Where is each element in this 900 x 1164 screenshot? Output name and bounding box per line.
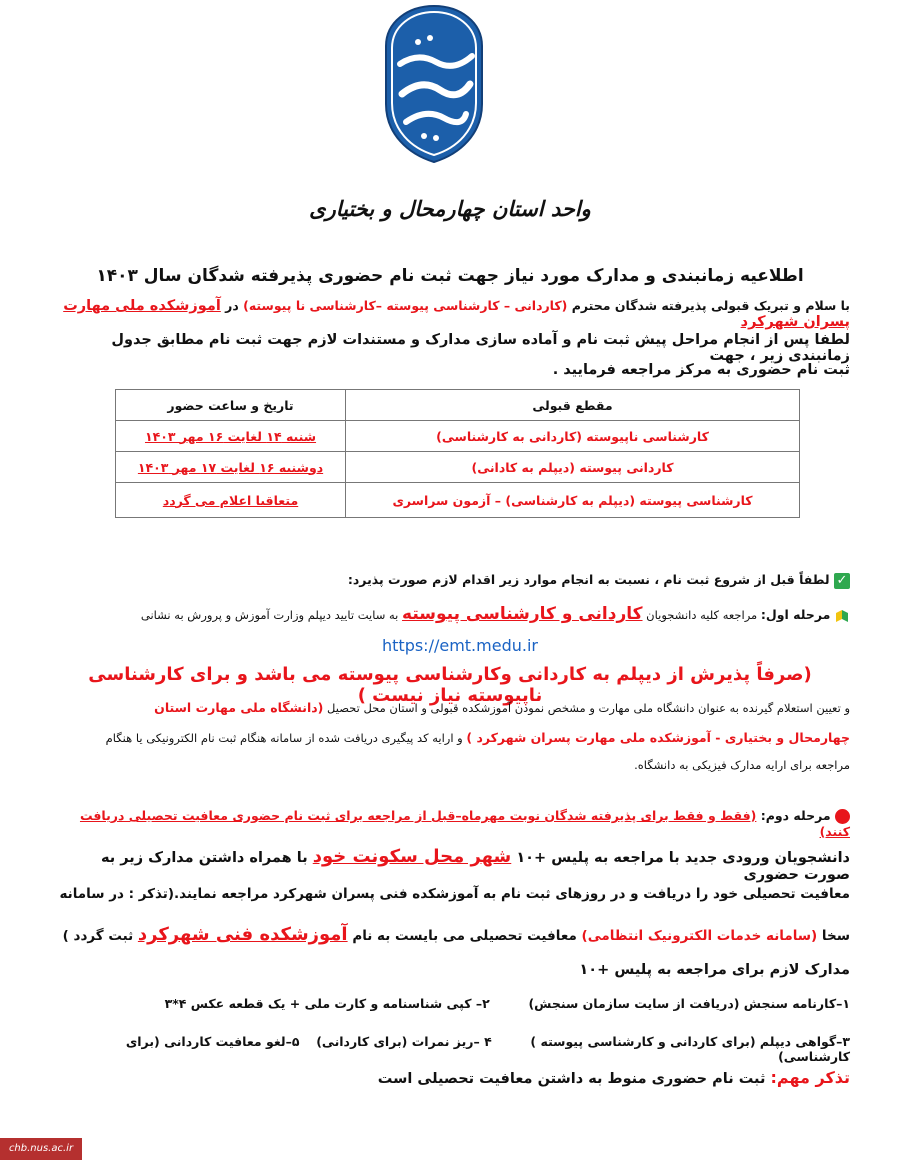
intro-levels: (کاردانی – کارشناسی پیوسته –کارشناسی نا پیوسته) [243,298,568,313]
step1-text-a: مراجعه کلیه دانشجویان [646,608,758,622]
table-row [116,483,800,518]
intro-line-1 [50,298,850,330]
step1-line [50,604,850,624]
doc-item-4: ۴ –ریز نمرات (برای کاردانی) [316,1034,492,1049]
intro-line-3: ثبت نام حضوری به مرکز مراجعه فرمایید . [552,362,850,378]
table-row [116,452,800,483]
before-start-text: لطفاً قبل از شروع ثبت نام ، نسبت به انجام موارد زیر اقدام لازم صورت پذیرد: [347,572,830,587]
intro-institute: آموزشکده ملی مهارت پسران شهرکرد [63,298,850,330]
step2-p3-system: (سامانه خدمات الکترونیک انتظامی) [581,928,818,944]
step1-label: مرحله اول: [760,607,831,622]
documents-title: مدارک لازم برای مراجعه به پلیس +۱۰ [579,962,850,978]
step2-p1-text-a: دانشجویان ورودی جدید با مراجعه به پلیس +۱۰ [516,850,850,866]
step2-p1-highlight: شهر محل سکونت خود [312,846,512,867]
step1-highlight: کاردانی و کارشناسی پیوسته [402,604,643,624]
doc-item-3: ۳–گواهی دیپلم (برای کاردانی و کارشناسی پیوسته ) [530,1034,850,1049]
row-date: شنبه ۱۴ لغایت ۱۶ مهر ۱۴۰۳ [116,421,346,452]
important-label: تذکر مهم: [770,1068,850,1087]
documents-row-2 [50,1034,850,1064]
doc-item-5: ۵–لغو معافیت کاردانی (برای کارشناسی) [125,1034,850,1064]
step1-text-c: به سایت تایید دیپلم وزارت آموزش و پرورش به نشانی [140,608,399,622]
doc-item-1: ۱–کارنامه سنجش (دریافت از سایت سازمان سنجش) [528,996,850,1011]
step1-p2-text: و ارایه کد پیگیری دریافت شده از سامانه هنگام ثبت نام الکترونیکی یا هنگام [105,731,463,745]
intro-greeting: با سلام و تبریک قبولی پذیرفته شدگان محترم [571,298,850,313]
intro-line-2: لطفا پس از انجام مراحل پیش ثبت نام و آماده سازی مدارک و مستندات لازم جهت ثبت نام مطابق جدول زمانبندی زیر ، جهت [111,332,850,364]
step2-p1-text-c: با همراه داشتن مدارک زیر به صورت حضوری [101,850,850,883]
intro-in: در [225,298,239,313]
diploma-site-link[interactable]: https://emt.medu.ir [382,636,538,655]
table-row [116,421,800,452]
before-start-line [50,572,850,589]
table-header-row [116,390,800,421]
checkmark-icon: ✓ [834,573,850,589]
step1-note: (صرفاً پذیرش از دیپلم به کاردانی وکارشناسی پیوسته می باشد و برای کارشناسی ناپیوسته نیاز نیست ) [88,664,812,706]
row-level: کاردانی پیوسته (دیپلم به کادانی) [346,452,800,483]
notice-title: اطلاعیه زمانبندی و مدارک مورد نیاز جهت ثبت نام حضوری پذیرفته شدگان سال ۱۴۰۳ [96,266,804,286]
step2-line [50,808,850,839]
row-level: کارشناسی پیوسته (دیپلم به کارشناسی) – آزمون سراسری [346,483,800,518]
step1-paragraph-2 [50,730,850,745]
schedule-table [115,389,800,518]
step2-paragraph-2: معافیت تحصیلی خود را دریافت و در روزهای ثبت نام به آموزشکده فنی پسران شهرکرد مراجعه نمایند.(تذکر : در سامانه [59,886,850,902]
step1-p2-highlight: چهارمحال و بختیاری - آموزشکده ملی مهارت پسران شهرکرد ) [466,730,850,745]
red-circle-icon [835,809,850,824]
header-level: مقطع قبولی [346,390,800,421]
row-date: دوشنبه ۱۶ لغایت ۱۷ مهر ۱۴۰۳ [116,452,346,483]
step1-paragraph-3: مراجعه برای ارایه مدارک فیزیکی به دانشگاه. [634,758,850,772]
step1-paragraph-1 [50,700,850,715]
important-note [50,1068,850,1087]
row-level: کارشناسی ناپیوسته (کاردانی به کارشناسی) [346,421,800,452]
step2-label: مرحله دوم: [760,808,831,823]
step1-p1-highlight: (دانشگاه ملی مهارت استان [154,700,324,715]
step2-paragraph-1 [50,846,850,883]
logo-emblem-icon [378,4,490,164]
important-text: ثبت نام حضوری منوط به داشتن معافیت تحصیلی است [377,1071,766,1087]
step2-paragraph-3 [50,924,850,945]
university-logo [378,4,490,164]
step2-p3-end: ثبت گردد ) [62,928,134,944]
step2-note: (فقط و فقط برای پذیرفته شدگان نوبت مهرماه–قبل از مراجعه برای ثبت نام حضوری معافیت تحصیلی دریافت کنند) [79,808,850,839]
header-date: تاریخ و ساعت حضور [116,390,346,421]
step1-p1-text: و تعیین استعلام گیرنده به عنوان دانشگاه ملی مهارت و مشخص نمودن آموزشکده قبولی و استان محل تحصیل [327,701,850,715]
documents-row-1 [50,996,850,1011]
unit-title: واحد استان چهارمحال و بختیاری [309,196,591,221]
step2-p3-sakha: سخا [821,928,850,944]
beginner-leaf-icon [834,608,850,624]
doc-item-2: ۲– کپی شناسنامه و کارت ملی + یک قطعه عکس ۴*۳ [164,996,490,1011]
step2-p3-text: معافیت تحصیلی می بایست به نام [352,928,577,944]
site-watermark: chb.nus.ac.ir [0,1138,82,1160]
row-date: متعاقبا اعلام می گردد [116,483,346,518]
step2-p3-institute: آموزشکده فنی شهرکرد [137,924,348,945]
